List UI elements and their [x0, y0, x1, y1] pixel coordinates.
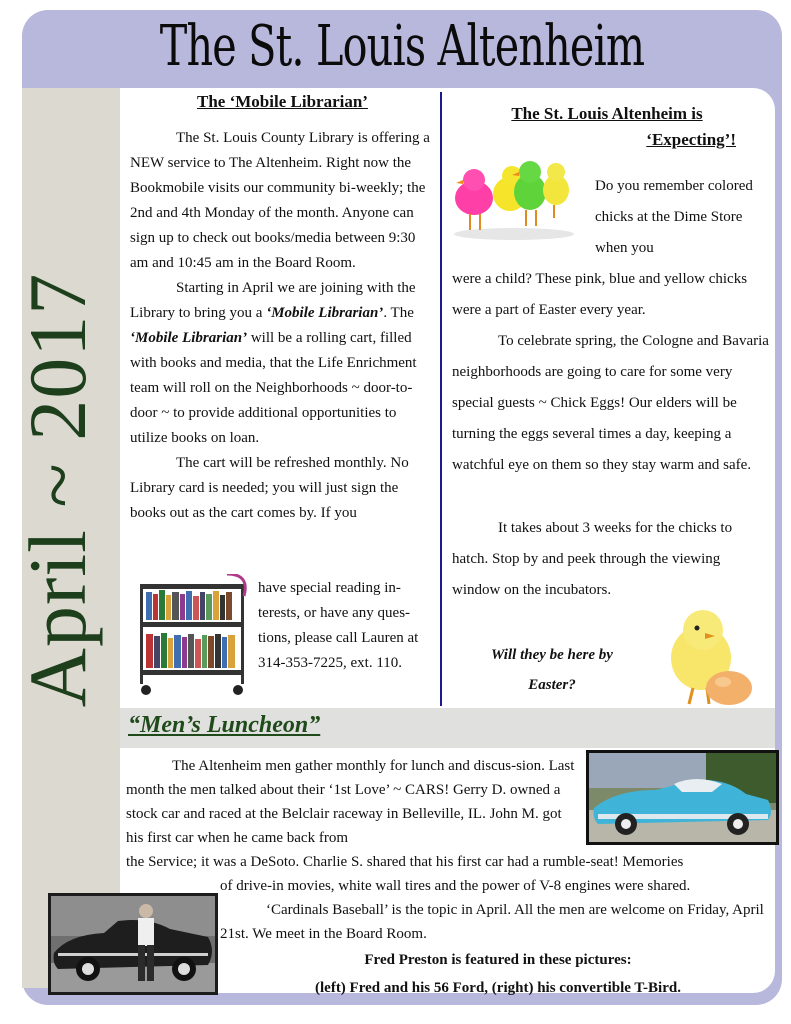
luncheon-p1a-wrap [126, 754, 582, 850]
luncheon-p1b-wrap [126, 850, 776, 874]
librarian-p4-wrap [258, 576, 434, 676]
librarian-p2e: will be a rolling cart, filled with books and media, that the Life Enrichment team will roll on the Neighborhoods ~ door-to-door ~ to provide additional opportunities to utilize books on loan. [130, 330, 417, 446]
expecting-heading-line2: ‘Expecting’! [646, 130, 736, 149]
expecting-closing1: Will they be here by [491, 647, 613, 663]
luncheon-caption1: Fred Preston is featured in these pictures: [364, 952, 632, 968]
book-cart-image [132, 574, 252, 700]
luncheon-caption [220, 946, 776, 1002]
luncheon-p1a: The Altenheim men gather monthly for lunch and discus-sion. Last month the men talked about their ‘1st Love’ ~ CARS! Gerry D. owned a stock car and raced at the Belclair raceway in Belleville, IL. John M. got his first car when he came back from [126, 758, 575, 846]
masthead-title: The St. Louis Altenheim [159, 14, 645, 79]
expecting-heading-line1: The St. Louis Altenheim is [511, 104, 703, 123]
librarian-p2d: ‘Mobile Librarian’ [130, 330, 248, 346]
librarian-p2 [130, 276, 432, 451]
luncheon-p1b: the Service; it was a DeSoto. Charlie S. shared that his first car had a rumble-seat! Memories [126, 854, 684, 870]
expecting-heading [452, 104, 772, 150]
ford-photo [48, 893, 218, 995]
expecting-p3: It takes about 3 weeks for the chicks to hatch. Stop by and peek through the viewing window on the incubators. [452, 520, 733, 598]
expecting-closing [452, 640, 652, 700]
luncheon-heading: “Men’s Luncheon” [128, 712, 321, 738]
luncheon-p1c: of drive-in movies, white wall tires and the power of V-8 engines were shared. [220, 878, 691, 894]
expecting-p1a-wrap [595, 171, 775, 264]
expecting-p3-wrap [452, 513, 772, 606]
expecting-p2: To celebrate spring, the Cologne and Bavaria neighborhoods are going to care for some very special guests ~ Chick Eggs! Our elders will be turning the eggs several times a day, keeping a watchful eye on them so they stay warm and safe. [452, 333, 769, 473]
librarian-p4: have special reading in-terests, or have any ques-tions, please call Lauren at 314-353-7225, ext. 110. [258, 580, 419, 671]
librarian-p2c: . The [383, 305, 414, 321]
librarian-p2a: Starting in April we are joining with the Library to bring you a [130, 280, 416, 321]
librarian-p2b: ‘Mobile Librarian’ [266, 305, 384, 321]
expecting-closing2: Easter? [528, 677, 576, 693]
t-bird-photo [586, 750, 779, 845]
luncheon-caption2: (left) Fred and his 56 Ford, (right) his convertible T-Bird. [315, 980, 681, 996]
column-divider [440, 92, 442, 706]
colored-chicks-image [450, 150, 578, 242]
librarian-heading: The ‘Mobile Librarian’ [197, 92, 368, 111]
expecting-p1a: Do you remember colored chicks at the Dime Store when you [595, 178, 753, 256]
luncheon-rest [220, 874, 776, 946]
chick-with-egg-image [665, 600, 757, 708]
issue-date-text: April ~ 2017 [12, 272, 103, 708]
expecting-p1b: were a child? These pink, blue and yellow chicks were a part of Easter every year. [452, 271, 748, 318]
luncheon-p2: ‘Cardinals Baseball’ is the topic in April. All the men are welcome on Friday, April 21st. We meet in the Board Room. [220, 902, 764, 942]
expecting-article [452, 264, 772, 481]
issue-date [8, 210, 108, 770]
librarian-article [130, 126, 432, 526]
librarian-p1: The St. Louis County Library is offering a NEW service to The Altenheim. Right now the Bookmobile visits our community bi-weekly; the 2nd and 4th Monday of the month. Anyone can sign up to check out books/media between 9:30 am and 10:45 am in the Board Room. [130, 130, 430, 271]
librarian-p3: The cart will be refreshed monthly. No Library card is needed; you will just sign the books out as the cart comes by. If you [130, 455, 409, 521]
